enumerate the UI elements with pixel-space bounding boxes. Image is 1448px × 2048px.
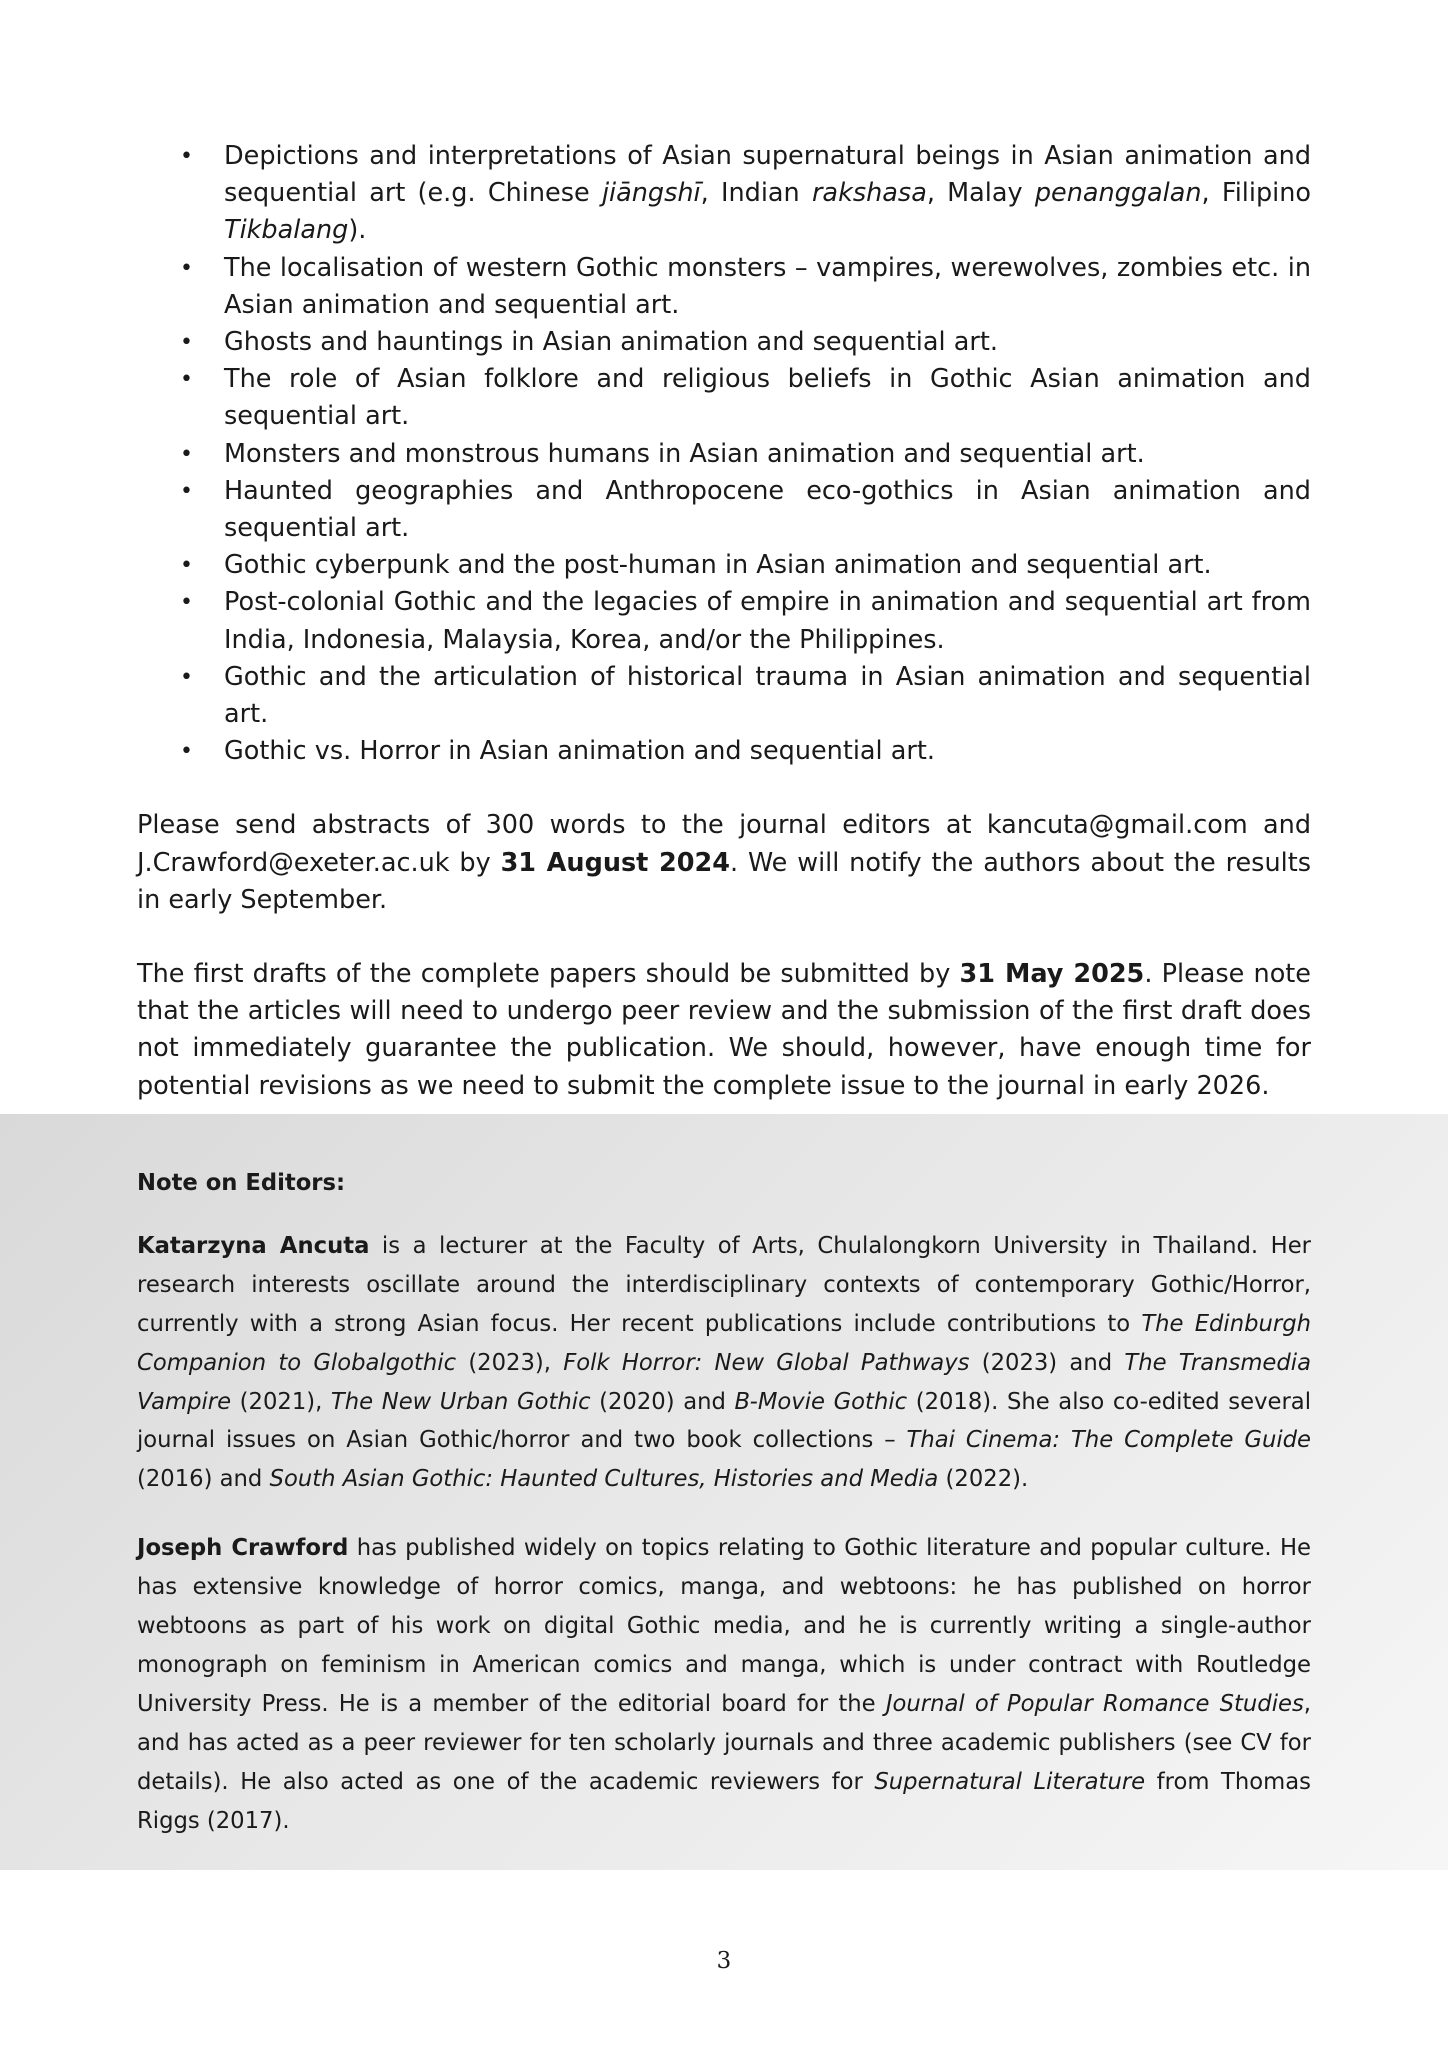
editor-name: Katarzyna Ancuta [137, 1232, 370, 1259]
bullet-icon: • [180, 739, 193, 765]
editors-heading: Note on Editors: [137, 1170, 346, 1196]
editors-section [0, 1114, 1448, 1870]
editors-content [137, 1164, 1311, 1841]
draft-deadline: 31 May 2025 [959, 959, 1145, 990]
bullet-icon: • [180, 144, 193, 169]
bullet-icon: • [180, 590, 193, 616]
drafts-paragraph: The first drafts of the complete papers should be submitted by 31 May 2025. Please note that the articles will need to undergo peer review and the submission of the first draft does not immediately guarantee the publication. We should, however, have enough time for potential revisions as we need to submit the complete issue to the journal in early 2026. [137, 959, 1311, 1101]
page-number: 3 [716, 1948, 732, 1974]
bullet-icon: • [180, 553, 193, 579]
spacer [137, 1499, 1311, 1529]
list-item: • Monsters and monstrous humans in Asian animation and sequential art. [137, 436, 1311, 473]
spacer [137, 919, 1311, 956]
list-item: • Post-colonial Gothic and the legacies of empire in animation and sequential art from India, Indonesia, Malaysia, Korea, and/or the Philippines. [137, 584, 1311, 658]
abstract-deadline: 31 August 2024 [500, 847, 730, 878]
bullet-icon: • [180, 367, 193, 393]
bullet-icon: • [180, 441, 193, 467]
bullet-icon: • [180, 255, 193, 281]
list-item: • Gothic and the articulation of historical trauma in Asian animation and sequential art. [137, 659, 1311, 733]
list-item: • Gothic cyberpunk and the post-human in Asian animation and sequential art. [137, 547, 1311, 584]
topic-list [137, 138, 1311, 770]
editor-name: Joseph Crawford [137, 1535, 349, 1562]
bio-crawford: Joseph Crawford has published widely on topics relating to Gothic literature and popular culture. He has extensive knowledge of horror comics, manga, and webtoons: he has published on horror webtoons as part of his work on digital Gothic media, and he is currently writing a single-author monograph on feminism in American comics and manga, which is under contract with Routledge University Press. He is a member of the editorial board for the Journal of Popular Romance Studies, and has acted as a peer reviewer for ten scholarly journals and three academic publishers (see CV for details). He also acted as one of the academic reviewers for Supernatural Literature from Thomas Riggs (2017). [137, 1535, 1311, 1834]
list-item: • Ghosts and hauntings in Asian animation and sequential art. [137, 324, 1311, 361]
abstracts-paragraph: Please send abstracts of 300 words to the journal editors at kancuta@gmail.com and J.Crawford@exeter.ac.uk by 31 August 2024. We will notify the authors about the results in early September. [137, 810, 1311, 915]
bio-ancuta: Katarzyna Ancuta is a lecturer at the Faculty of Arts, Chulalongkorn University in Thailand. Her research interests oscillate around the interdisciplinary contexts of contemporary Gothic/Horror, currently with a strong Asian focus. Her recent publications include contributions to The Edinburgh Companion to Globalgothic (2023), Folk Horror: New Global Pathways (2023) and The Transmedia Vampire (2021), The New Urban Gothic (2020) and B-Movie Gothic (2018). She also co-edited several journal issues on Asian Gothic/horror and two book collections – Thai Cinema: The Complete Guide (2016) and South Asian Gothic: Haunted Cultures, Histories and Media (2022). [137, 1232, 1312, 1493]
list-item: • The role of Asian folklore and religious beliefs in Gothic Asian animation and sequential art. [137, 361, 1311, 435]
bullet-icon: • [180, 478, 193, 504]
list-item: • Haunted geographies and Anthropocene eco-gothics in Asian animation and sequential art. [137, 473, 1311, 547]
list-item: • Gothic vs. Horror in Asian animation and sequential art. [137, 733, 1311, 770]
list-item: • The localisation of western Gothic monsters – vampires, werewolves, zombies etc. in Asian animation and sequential art. [137, 250, 1311, 324]
bullet-icon: • [180, 664, 193, 690]
call-for-papers-body [137, 138, 1311, 1105]
spacer [137, 770, 1311, 807]
bullet-icon: • [180, 330, 193, 356]
list-item: • Depictions and interpretations of Asian supernatural beings in Asian animation and sequential art (e.g. Chinese jiāngshī, Indian rakshasa, Malay penanggalan, Filipino Tikbalang). [137, 138, 1311, 250]
